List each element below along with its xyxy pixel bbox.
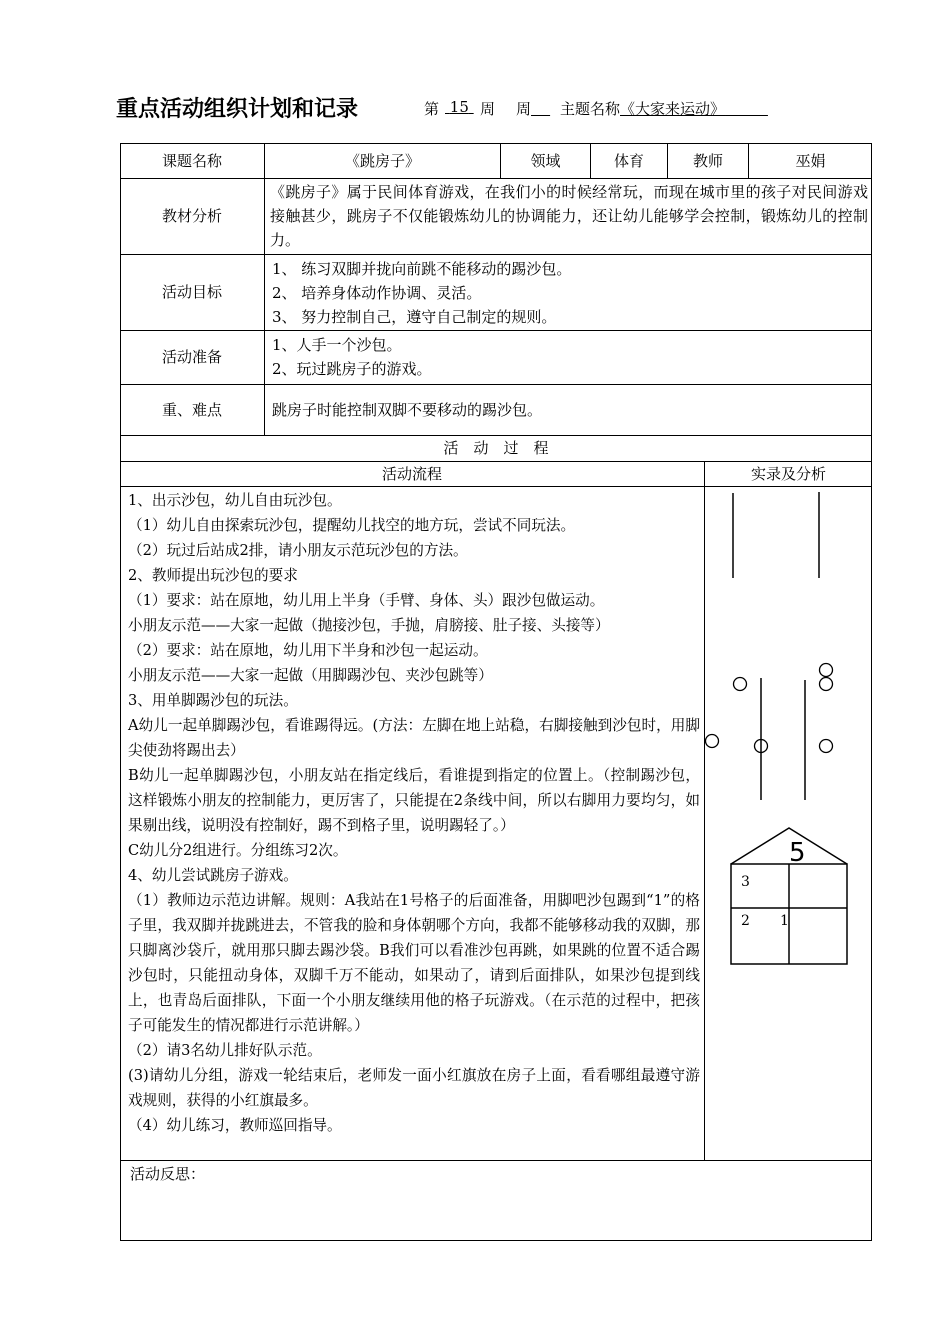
teacher-label: 教师 bbox=[692, 152, 723, 170]
flow-line: （2）请3名幼儿排好队示范。 bbox=[128, 1042, 322, 1059]
flow-line: 小朋友示范——大家一起做（用脚踢沙包、夹沙包跳等） bbox=[128, 667, 493, 684]
page-title: 重点活动组织计划和记录 bbox=[116, 97, 359, 122]
goal-item: 3、 努力控制自己，遵守自己制定的规则。 bbox=[272, 308, 557, 326]
flow-line: C幼儿分2组进行。分组练习2次。 bbox=[128, 842, 348, 859]
flow-label: 活动流程 bbox=[381, 465, 442, 483]
goal-item: 1、 练习双脚并拢向前跳不能移动的踢沙包。 bbox=[272, 260, 572, 278]
day-label: 周 bbox=[516, 100, 532, 118]
topic-label: 课题名称 bbox=[161, 152, 222, 170]
flow-line: 2、教师提出玩沙包的要求 bbox=[128, 567, 298, 584]
sandbag-icon bbox=[820, 678, 833, 691]
week-prefix: 第 bbox=[424, 100, 440, 118]
flow-line: A幼儿一起单脚踢沙包，看谁踢得远。(方法：左脚在地上站稳，右脚接触到沙包时，用脚尖使劲将踢出去） bbox=[128, 717, 700, 759]
field-label: 领域 bbox=[530, 152, 561, 170]
topic-value: 《跳房子》 bbox=[344, 152, 420, 170]
flow-line: （1）幼儿自由探索玩沙包，提醒幼儿找空的地方玩，尝试不同玩法。 bbox=[128, 517, 576, 534]
sandbag-icon bbox=[820, 740, 833, 753]
analysis-text: 《跳房子》属于民间体育游戏，在我们小的时候经常玩，而现在城市里的孩子对民间游戏接触甚少，跳房子不仅能锻炼幼儿的协调能力，还让幼儿能够学会控制，锻炼幼儿的控制力。 bbox=[270, 183, 868, 249]
goals-label: 活动目标 bbox=[161, 283, 222, 301]
process-heading: 活 动 过 程 bbox=[443, 439, 549, 457]
sandbag-icon bbox=[706, 735, 719, 748]
flow-line: 4、幼儿尝试跳房子游戏。 bbox=[128, 867, 298, 884]
flow-line: 小朋友示范——大家一起做（抛接沙包，手抛，肩膀接、肚子接、头接等） bbox=[128, 617, 610, 634]
flow-line: （4）幼儿练习，教师巡回指导。 bbox=[128, 1117, 342, 1134]
house-top-number: 5 bbox=[789, 838, 806, 868]
sandbag-icon bbox=[734, 678, 747, 691]
key-text: 跳房子时能控制双脚不要移动的踢沙包。 bbox=[272, 401, 543, 419]
flow-line: (3)请幼儿分组，游戏一轮结束后，老师发一面小红旗放在房子上面，看看哪组最遵守游戏规则，获得的小红旗最多。 bbox=[128, 1067, 700, 1109]
sandbag-icon bbox=[820, 664, 833, 677]
reflection-label: 活动反思： bbox=[130, 1165, 206, 1183]
prep-item: 1、人手一个沙包。 bbox=[272, 336, 402, 354]
theme-value: 《大家来运动》 bbox=[620, 100, 726, 118]
record-label: 实录及分析 bbox=[750, 465, 826, 483]
flow-line: （2）要求：站在原地，幼儿用下半身和沙包一起运动。 bbox=[128, 642, 488, 659]
flow-line: B幼儿一起单脚踢沙包，小朋友站在指定线后，看谁提到指定的位置上。（控制踢沙包，这样锻炼小朋友的控制能力，更厉害了，只能提在2条线中间，所以右脚用力要均匀，如果剔出线，说明没有控制好，踢不到格子里，说明踢轻了。） bbox=[128, 767, 700, 834]
prep-label: 活动准备 bbox=[161, 348, 222, 366]
week-number: 15 bbox=[449, 98, 469, 116]
analysis-label: 教材分析 bbox=[161, 207, 222, 225]
flow-line: 1、出示沙包，幼儿自由玩沙包。 bbox=[128, 492, 342, 509]
cell-number: 3 bbox=[741, 874, 750, 890]
cell-number: 2 bbox=[741, 913, 750, 929]
week-suffix: 周 bbox=[480, 100, 496, 118]
flow-line: 3、用单脚踢沙包的玩法。 bbox=[128, 692, 298, 709]
flow-line: （2）玩过后站成2排，请小朋友示范玩沙包的方法。 bbox=[128, 542, 468, 559]
goal-item: 2、 培养身体动作协调、灵活。 bbox=[272, 284, 482, 302]
theme-label: 主题名称 bbox=[560, 100, 621, 118]
field-value: 体育 bbox=[613, 152, 644, 170]
flow-line: （1）教师边示范边讲解。规则：A我站在1号格子的后面准备，用脚吧沙包踢到“1”的格子里，我双脚并拢跳进去，不管我的脸和身体朝哪个方向，我都不能够移动我的双脚，那只脚离沙袋斤，就用那只脚去踢沙袋。B我们可以看准沙包再跳，如果跳的位置不适合踢沙包时，只能扭动身体，双脚千万不能动，如果动了，请到后面排队，如果沙包提到线上，也青岛后面排队，下面一个小朋友继续用他的格子玩游戏。（在示范的过程中，把孩子可能发生的情况都进行示范讲解。） bbox=[128, 892, 700, 1034]
teacher-value: 巫娟 bbox=[795, 152, 826, 170]
flow-line: （1）要求：站在原地，幼儿用上半身（手臂、身体、头）跟沙包做运动。 bbox=[128, 592, 605, 609]
prep-item: 2、玩过跳房子的游戏。 bbox=[272, 360, 432, 378]
cell-number: 1 bbox=[780, 913, 789, 929]
key-label: 重、难点 bbox=[161, 401, 222, 419]
